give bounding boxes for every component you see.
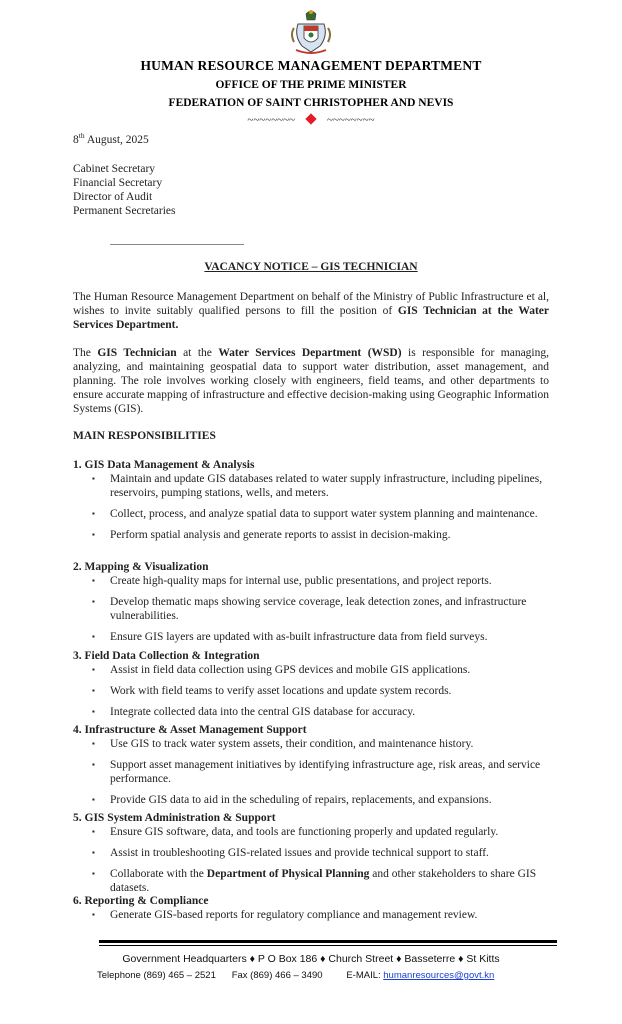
- section-mapping: [73, 560, 549, 644]
- department-name: HUMAN RESOURCE MANAGEMENT DEPARTMENT: [140, 58, 482, 73]
- footer-contacts: [97, 970, 537, 981]
- section-asset-management: [73, 723, 549, 807]
- letter-date: 8th August, 2025: [73, 131, 149, 146]
- bullet-item: ▪ Provide GIS data to aid in the scheduling of repairs, replacements, and expansions.: [73, 793, 549, 807]
- bullet-item: ▪ Ensure GIS layers are updated with as-built infrastructure data from field surveys.: [73, 630, 549, 644]
- recipients: [73, 162, 176, 218]
- section-title: 5. GIS System Administration & Support: [73, 812, 276, 824]
- coat-of-arms-icon: [288, 6, 334, 56]
- bullet-item: ▪ Collect, process, and analyze spatial data to support water system planning and maintenance.: [73, 507, 549, 521]
- bullet-item: ▪ Maintain and update GIS databases related to water supply infrastructure, including pipelines, reservoirs, pumping stations, wells, and meters.: [73, 472, 549, 500]
- section-title: 1. GIS Data Management & Analysis: [73, 459, 255, 471]
- bullet-item: ▪ Develop thematic maps showing service coverage, leak detection zones, and infrastructure vulnerabilities.: [73, 595, 549, 623]
- footer-telephone: Telephone (869) 465 – 2521: [97, 970, 216, 981]
- office-name: OFFICE OF THE PRIME MINISTER: [215, 79, 407, 91]
- section-title: 3. Field Data Collection & Integration: [73, 650, 260, 662]
- description-paragraph: The GIS Technician at the Water Services Department (WSD) is responsible for managing, analyzing, and maintaining geospatial data to support water distribution, asset management, and planning. The role involves working closely with engineers, field teams, and other departments to ensure accurate mapping of infrastructure and effective decision-making using Geographic Information Systems (GIS).: [73, 347, 549, 415]
- section-system-admin: [73, 811, 549, 895]
- section-field-data: [73, 649, 549, 719]
- footer-email-link[interactable]: humanresources@govt.kn: [383, 970, 495, 981]
- section-title: 2. Mapping & Visualization: [73, 561, 209, 573]
- bullet-item: ▪ Assist in troubleshooting GIS-related issues and provide technical support to staff.: [73, 846, 549, 860]
- red-diamond-icon: [305, 114, 316, 125]
- bullet-item: ▪ Assist in field data collection using GPS devices and mobile GIS applications.: [73, 663, 549, 677]
- divider-left: ~~~~~~~~: [247, 114, 295, 126]
- intro-paragraph: The Human Resource Management Department on behalf of the Ministry of Public Infrastructure et al, wishes to invite suitably qualified persons to fill the position of GIS Technician at the Water Services Department.: [73, 291, 549, 331]
- bullet-item: ▪ Collaborate with the Department of Physical Planning and other stakeholders to share GIS datasets.: [73, 867, 549, 895]
- recipient: Financial Secretary: [73, 177, 163, 189]
- footer-fax: Fax (869) 466 – 3490: [231, 970, 323, 981]
- bullet-item: ▪ Ensure GIS software, data, and tools are functioning properly and updated regularly.: [73, 825, 549, 839]
- section-reporting: [73, 894, 549, 922]
- federation-name: FEDERATION OF SAINT CHRISTOPHER AND NEVIS: [168, 97, 454, 109]
- footer-rule: [99, 940, 557, 946]
- recipient: Director of Audit: [73, 191, 153, 203]
- section-data-management: [73, 458, 549, 542]
- bullet-item: ▪ Work with field teams to verify asset locations and update system records.: [73, 684, 549, 698]
- bullet-item: ▪ Create high-quality maps for internal use, public presentations, and project reports.: [73, 574, 549, 588]
- recipient: Cabinet Secretary: [73, 163, 156, 175]
- header-divider: [0, 114, 622, 126]
- bullet-item: ▪ Support asset management initiatives by identifying infrastructure age, risk areas, and service performance.: [73, 758, 549, 786]
- separator-line: [110, 244, 244, 245]
- footer-address: Government Headquarters ♦ P O Box 186 ♦ Church Street ♦ Basseterre ♦ St Kitts: [122, 953, 500, 965]
- section-title: 4. Infrastructure & Asset Management Support: [73, 724, 307, 736]
- main-responsibilities-heading: MAIN RESPONSIBILITIES: [73, 430, 216, 442]
- bullet-item: ▪ Perform spatial analysis and generate reports to assist in decision-making.: [73, 528, 549, 542]
- footer-email-label: E-MAIL:: [346, 970, 384, 981]
- recipient: Permanent Secretaries: [73, 205, 176, 217]
- bullet-item: ▪ Generate GIS-based reports for regulatory compliance and management review.: [73, 908, 549, 922]
- section-title: 6. Reporting & Compliance: [73, 895, 209, 907]
- bullet-item: ▪ Integrate collected data into the central GIS database for accuracy.: [73, 705, 549, 719]
- divider-right: ~~~~~~~~: [327, 114, 375, 126]
- notice-title: VACANCY NOTICE – GIS TECHNICIAN: [204, 261, 418, 273]
- bullet-item: ▪ Use GIS to track water system assets, their condition, and maintenance history.: [73, 737, 549, 751]
